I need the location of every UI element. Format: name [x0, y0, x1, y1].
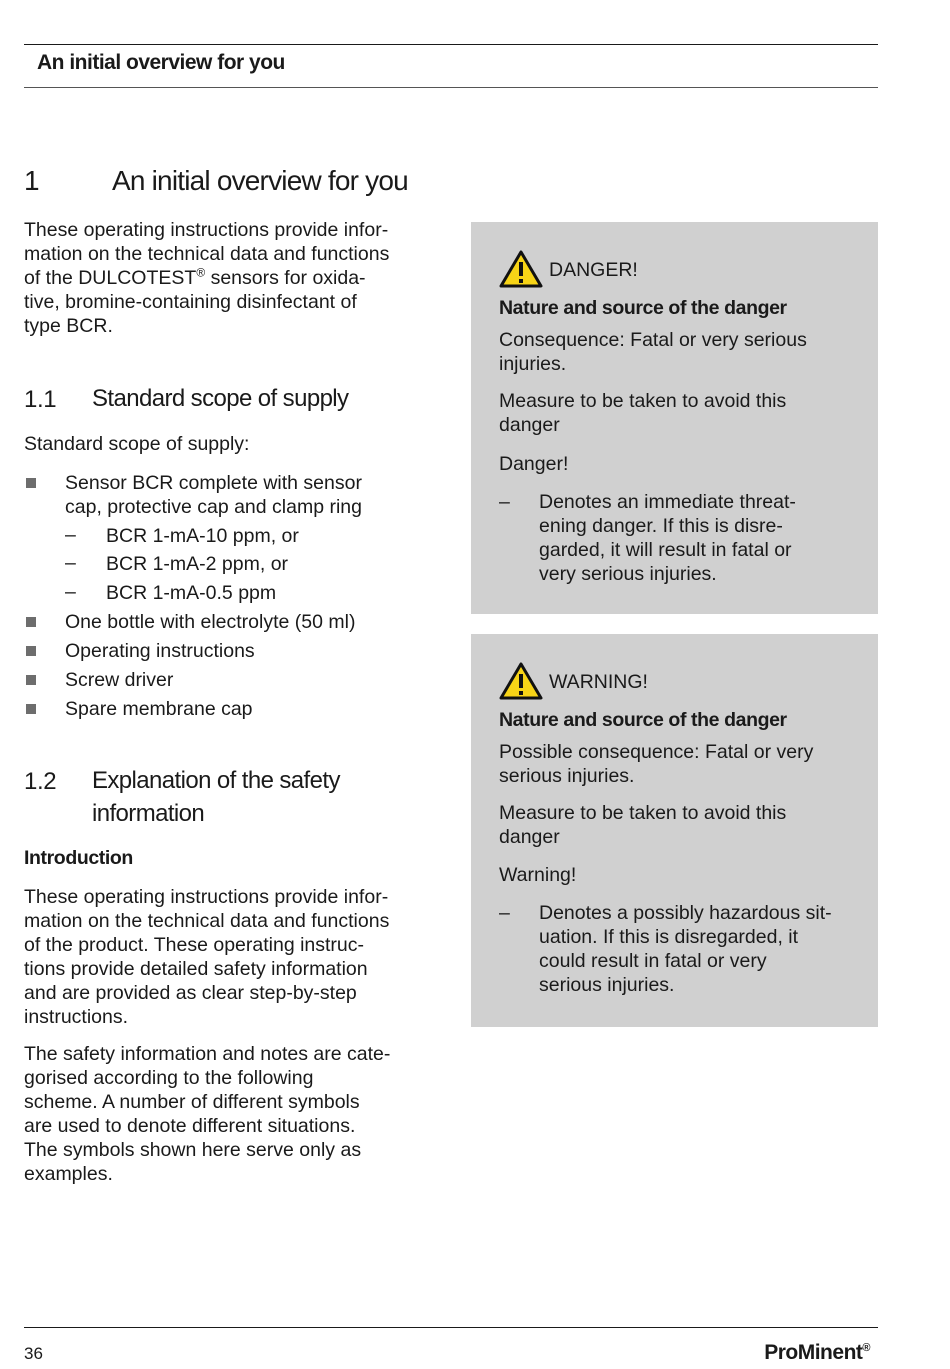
para-line: and are provided as clear step-by-step — [24, 982, 357, 1004]
logo-text: Pro — [764, 1341, 798, 1364]
bullet-icon — [26, 617, 36, 627]
header-rule — [24, 87, 878, 88]
bullet-icon — [26, 675, 36, 685]
intro-line: These operating instructions provide infor- — [24, 219, 389, 241]
danger-consequence — [499, 328, 869, 376]
section-1-1-title: Standard scope of supply — [92, 385, 349, 412]
section-1-2-number: 1.2 — [24, 768, 57, 795]
para-line: The symbols shown here serve only as — [24, 1139, 362, 1161]
intro-line: tive, bromine-containing disinfectant of — [24, 291, 357, 313]
scope-item: One bottle with electrolyte (50 ml) — [65, 611, 356, 633]
warning-signal-word: WARNING! — [549, 671, 648, 693]
para-line: The safety information and notes are cate- — [24, 1043, 391, 1065]
registered-mark: ® — [196, 265, 206, 280]
section-1-2-title — [92, 764, 340, 830]
measure-line: danger — [499, 826, 560, 848]
scope-item: Screw driver — [65, 669, 174, 691]
warning-keyword: Warning! — [499, 864, 577, 886]
consequence-line: Consequence: Fatal or very serious — [499, 329, 807, 351]
description-line: Denotes an immediate threat- — [539, 491, 796, 513]
warning-consequence — [499, 740, 869, 788]
para-line: instructions. — [24, 1006, 129, 1028]
section-1-1-number: 1.1 — [24, 386, 57, 413]
dash-icon: – — [499, 902, 510, 924]
danger-signal-word: DANGER! — [549, 259, 638, 281]
introduction-para-1 — [24, 885, 434, 1029]
para-line: gorised according to the following — [24, 1067, 314, 1089]
dash-icon: – — [65, 581, 76, 603]
scope-item-text: Sensor BCR complete with sensor — [65, 472, 362, 494]
warning-notice-box — [471, 634, 878, 1027]
warning-description — [539, 901, 869, 997]
danger-description — [539, 490, 869, 586]
para-line: of the product. These operating instruc- — [24, 934, 365, 956]
introduction-para-2 — [24, 1042, 434, 1186]
danger-notice-box — [471, 222, 878, 614]
measure-line: Measure to be taken to avoid this — [499, 390, 787, 412]
measure-line: Measure to be taken to avoid this — [499, 802, 787, 824]
description-line: ening danger. If this is disre- — [539, 515, 783, 537]
prominent-logo — [764, 1341, 870, 1365]
description-line: serious injuries. — [539, 974, 675, 996]
scope-item: Spare membrane cap — [65, 698, 253, 720]
bullet-icon — [26, 646, 36, 656]
description-line: garded, it will result in fatal or — [539, 539, 792, 561]
para-line: scheme. A number of different symbols — [24, 1091, 360, 1113]
section-1-title: An initial overview for you — [112, 165, 408, 196]
danger-nature-heading: Nature and source of the danger — [499, 297, 787, 319]
warning-triangle-icon — [499, 250, 543, 288]
warning-nature-heading: Nature and source of the danger — [499, 709, 787, 731]
intro-text: of the DULCOTEST — [24, 267, 197, 289]
scope-subitem: BCR 1-mA-2 ppm, or — [106, 553, 289, 575]
description-line: could result in fatal or very — [539, 950, 767, 972]
running-header: An initial overview for you — [37, 51, 285, 74]
scope-item — [65, 471, 362, 519]
description-line: very serious injuries. — [539, 563, 717, 585]
dash-icon: – — [499, 491, 510, 513]
section-1-2-title-line: Explanation of the safety — [92, 767, 340, 794]
bullet-icon — [26, 704, 36, 714]
scope-item: Operating instructions — [65, 640, 255, 662]
danger-keyword: Danger! — [499, 453, 569, 475]
danger-measure — [499, 389, 869, 437]
page-number: 36 — [24, 1344, 43, 1363]
section-1-2-title-line: information — [92, 800, 205, 827]
dash-icon: – — [65, 524, 76, 546]
intro-line: mation on the technical data and functions — [24, 243, 390, 265]
warning-measure — [499, 801, 869, 849]
scope-subitem: BCR 1-mA-10 ppm, or — [106, 525, 299, 547]
warning-triangle-icon — [499, 662, 543, 700]
introduction-subheading: Introduction — [24, 847, 133, 869]
top-rule — [24, 44, 878, 45]
logo-text: Minent — [797, 1341, 863, 1364]
scope-subitem: BCR 1-mA-0.5 ppm — [106, 582, 277, 604]
scope-lead: Standard scope of supply: — [24, 433, 250, 455]
para-line: mation on the technical data and functions — [24, 910, 390, 932]
intro-text: sensors for oxida- — [205, 267, 366, 289]
intro-line: type BCR. — [24, 315, 113, 337]
para-line: are used to denote different situations. — [24, 1115, 356, 1137]
para-line: tions provide detailed safety information — [24, 958, 368, 980]
description-line: Denotes a possibly hazardous sit- — [539, 902, 832, 924]
footer-rule — [24, 1327, 878, 1328]
para-line: These operating instructions provide infor- — [24, 886, 389, 908]
dash-icon: – — [65, 552, 76, 574]
measure-line: danger — [499, 414, 560, 436]
section-1-intro — [24, 218, 434, 338]
para-line: examples. — [24, 1163, 113, 1185]
intro-line — [24, 266, 434, 290]
bullet-icon — [26, 478, 36, 488]
registered-mark: ® — [862, 1342, 870, 1354]
section-1-number: 1 — [24, 165, 39, 196]
consequence-line: serious injuries. — [499, 765, 635, 787]
description-line: uation. If this is disregarded, it — [539, 926, 799, 948]
consequence-line: Possible consequence: Fatal or very — [499, 741, 814, 763]
scope-item-text: cap, protective cap and clamp ring — [65, 496, 362, 518]
consequence-line: injuries. — [499, 353, 567, 375]
